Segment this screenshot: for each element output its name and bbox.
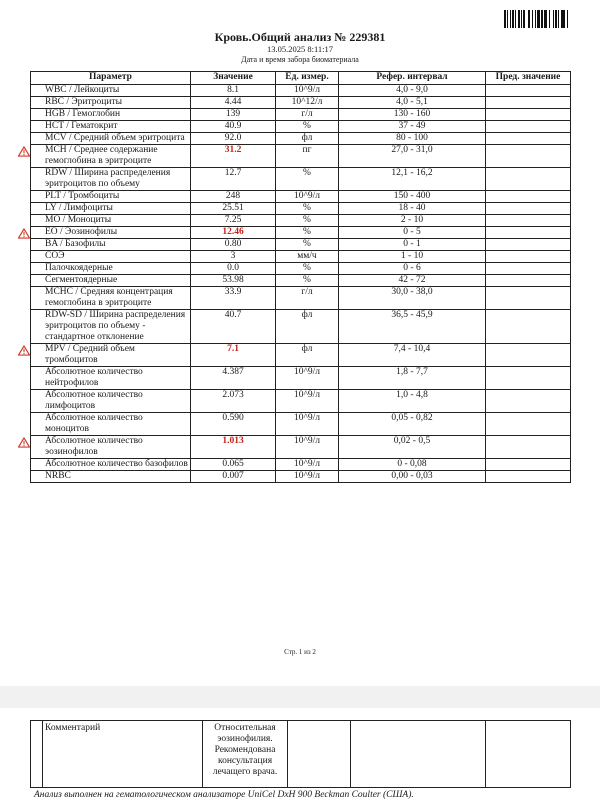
results-header-row <box>31 72 571 85</box>
result-parameter <box>31 145 191 168</box>
result-previous <box>486 85 571 97</box>
result-reference: 150 - 400 <box>339 191 486 203</box>
result-unit: фл <box>276 133 339 145</box>
result-previous <box>486 168 571 191</box>
result-reference: 4,0 - 5,1 <box>339 97 486 109</box>
result-value: 7.25 <box>191 215 276 227</box>
result-value: 12.46 <box>191 227 276 239</box>
comments-row <box>31 721 571 788</box>
result-reference: 27,0 - 31,0 <box>339 145 486 168</box>
result-parameter-text: MCH / Среднее содержание гемоглобина в эритроците <box>45 145 158 166</box>
sample-datetime: 13.05.2025 8:11:17 <box>266 44 334 54</box>
header-previous: Пред. значение <box>486 72 571 85</box>
result-previous <box>486 109 571 121</box>
result-value: 40.7 <box>191 310 276 344</box>
result-parameter: NRBC <box>31 471 191 483</box>
result-reference: 4,0 - 9,0 <box>339 85 486 97</box>
warning-triangle-icon <box>17 345 31 356</box>
result-row <box>31 203 571 215</box>
result-previous <box>486 251 571 263</box>
header-parameter: Параметр <box>31 72 191 85</box>
result-row <box>31 121 571 133</box>
result-parameter: RBC / Эритроциты <box>31 97 191 109</box>
result-parameter: BA / Базофилы <box>31 239 191 251</box>
result-unit: % <box>276 227 339 239</box>
result-unit: 10^9/л <box>276 459 339 471</box>
result-parameter: Абсолютное количество лимфоцитов <box>31 390 191 413</box>
header-value: Значение <box>191 72 276 85</box>
result-reference: 12,1 - 16,2 <box>339 168 486 191</box>
result-unit: фл <box>276 344 339 367</box>
result-value: 92.0 <box>191 133 276 145</box>
result-value: 4.44 <box>191 97 276 109</box>
result-row <box>31 263 571 275</box>
result-parameter: MO / Моноциты <box>31 215 191 227</box>
report-title: Кровь.Общий анализ № 229381 <box>214 30 386 44</box>
result-value: 0.80 <box>191 239 276 251</box>
comments-table <box>30 720 571 788</box>
result-reference: 1 - 10 <box>339 251 486 263</box>
result-reference: 1,0 - 4,8 <box>339 390 486 413</box>
result-value: 4.387 <box>191 367 276 390</box>
page-number: Стр. 1 из 2 <box>284 648 316 656</box>
result-previous <box>486 227 571 239</box>
sample-datetime-caption: Дата и время забора биоматериала <box>241 55 359 64</box>
result-unit: % <box>276 168 339 191</box>
result-row <box>31 109 571 121</box>
result-parameter <box>31 344 191 367</box>
result-row <box>31 471 571 483</box>
result-row <box>31 227 571 239</box>
result-previous <box>486 459 571 471</box>
result-unit: % <box>276 121 339 133</box>
result-unit: г/л <box>276 287 339 310</box>
result-row <box>31 145 571 168</box>
result-reference: 0,02 - 0,5 <box>339 436 486 459</box>
result-previous <box>486 275 571 287</box>
warning-triangle-icon <box>17 437 31 448</box>
result-parameter: MCHC / Средняя концентрация гемоглобина в эритроците <box>31 287 191 310</box>
result-reference: 0 - 5 <box>339 227 486 239</box>
result-row <box>31 275 571 287</box>
result-unit: % <box>276 203 339 215</box>
header-unit: Ед. измер. <box>276 72 339 85</box>
result-reference: 36,5 - 45,9 <box>339 310 486 344</box>
result-unit: 10^9/л <box>276 471 339 483</box>
result-previous <box>486 471 571 483</box>
result-row <box>31 239 571 251</box>
result-reference: 1,8 - 7,7 <box>339 367 486 390</box>
comments-empty-cell <box>288 721 351 788</box>
result-row <box>31 413 571 436</box>
result-previous <box>486 133 571 145</box>
result-value: 7.1 <box>191 344 276 367</box>
result-previous <box>486 263 571 275</box>
result-row <box>31 251 571 263</box>
header-reference: Рефер. интервал <box>339 72 486 85</box>
result-reference: 0 - 1 <box>339 239 486 251</box>
result-unit: % <box>276 239 339 251</box>
result-value: 0.065 <box>191 459 276 471</box>
results-table <box>30 71 571 483</box>
result-reference: 0,05 - 0,82 <box>339 413 486 436</box>
result-parameter: Сегментоядерные <box>31 275 191 287</box>
result-previous <box>486 239 571 251</box>
result-previous <box>486 121 571 133</box>
result-previous <box>486 97 571 109</box>
result-previous <box>486 310 571 344</box>
result-previous <box>486 390 571 413</box>
result-value: 3 <box>191 251 276 263</box>
comments-empty-cell <box>486 721 571 788</box>
result-unit: 10^9/л <box>276 390 339 413</box>
result-previous <box>486 191 571 203</box>
result-row <box>31 168 571 191</box>
result-row <box>31 459 571 471</box>
analyzer-footer-note: Анализ выполнен на гематологическом анализаторе UniCel DxH 900 Beckman Coulter (США). <box>34 790 414 800</box>
result-row <box>31 287 571 310</box>
result-unit: % <box>276 215 339 227</box>
result-row <box>31 97 571 109</box>
result-parameter: Абсолютное количество базофилов <box>31 459 191 471</box>
result-parameter: RDW / Ширина распределения эритроцитов по объему <box>31 168 191 191</box>
result-parameter <box>31 436 191 459</box>
result-parameter-text: Абсолютное количество эозинофилов <box>45 436 143 457</box>
result-value: 0.590 <box>191 413 276 436</box>
result-previous <box>486 367 571 390</box>
result-previous <box>486 203 571 215</box>
result-unit: 10^12/л <box>276 97 339 109</box>
result-parameter: MCV / Средний объем эритроцита <box>31 133 191 145</box>
result-parameter: СОЭ <box>31 251 191 263</box>
result-parameter-text: MPV / Средний объем тромбоцитов <box>45 344 135 365</box>
result-value: 139 <box>191 109 276 121</box>
result-parameter: Палочкоядерные <box>31 263 191 275</box>
result-row <box>31 133 571 145</box>
result-previous <box>486 413 571 436</box>
result-value: 8.1 <box>191 85 276 97</box>
result-row <box>31 436 571 459</box>
result-parameter-text: EO / Эозинофилы <box>45 227 118 237</box>
result-value: 53.98 <box>191 275 276 287</box>
result-parameter: LY / Лимфоциты <box>31 203 191 215</box>
result-parameter: HCT / Гематокрит <box>31 121 191 133</box>
result-value: 31.2 <box>191 145 276 168</box>
result-value: 0.007 <box>191 471 276 483</box>
result-row <box>31 390 571 413</box>
result-parameter: WBC / Лейкоциты <box>31 85 191 97</box>
result-reference: 0 - 6 <box>339 263 486 275</box>
result-reference: 42 - 72 <box>339 275 486 287</box>
result-reference: 0,00 - 0,03 <box>339 471 486 483</box>
result-unit: пг <box>276 145 339 168</box>
result-previous <box>486 344 571 367</box>
result-unit: г/л <box>276 109 339 121</box>
result-unit: 10^9/л <box>276 367 339 390</box>
result-parameter <box>31 227 191 239</box>
result-row <box>31 344 571 367</box>
comments-text: Относительная эозинофилия. Рекомендована консультация лечащего врача. <box>203 721 288 788</box>
result-row <box>31 191 571 203</box>
result-parameter: PLT / Тромбоциты <box>31 191 191 203</box>
comments-label: Комментарий <box>43 721 203 788</box>
result-row <box>31 215 571 227</box>
result-reference: 80 - 100 <box>339 133 486 145</box>
result-unit: мм/ч <box>276 251 339 263</box>
result-value: 1.013 <box>191 436 276 459</box>
result-row <box>31 85 571 97</box>
result-reference: 30,0 - 38,0 <box>339 287 486 310</box>
result-reference: 37 - 49 <box>339 121 486 133</box>
result-previous <box>486 145 571 168</box>
result-unit: 10^9/л <box>276 85 339 97</box>
result-parameter: Абсолютное количество нейтрофилов <box>31 367 191 390</box>
result-parameter: HGB / Гемоглобин <box>31 109 191 121</box>
result-value: 40.9 <box>191 121 276 133</box>
warning-triangle-icon <box>17 146 31 157</box>
page-gap <box>0 686 600 708</box>
result-value: 248 <box>191 191 276 203</box>
warning-triangle-icon <box>17 228 31 239</box>
result-value: 0.0 <box>191 263 276 275</box>
result-previous <box>486 215 571 227</box>
result-row <box>31 310 571 344</box>
result-value: 12.7 <box>191 168 276 191</box>
comments-empty-cell <box>31 721 43 788</box>
result-parameter: RDW-SD / Ширина распределения эритроцитов по объему - стандартное отклонение <box>31 310 191 344</box>
result-unit: 10^9/л <box>276 191 339 203</box>
result-reference: 2 - 10 <box>339 215 486 227</box>
result-unit: фл <box>276 310 339 344</box>
result-value: 33.9 <box>191 287 276 310</box>
result-parameter: Абсолютное количество моноцитов <box>31 413 191 436</box>
result-unit: % <box>276 263 339 275</box>
page-2 <box>0 708 600 804</box>
result-reference: 7,4 - 10,4 <box>339 344 486 367</box>
comments-empty-cell <box>351 721 486 788</box>
result-reference: 18 - 40 <box>339 203 486 215</box>
result-reference: 130 - 160 <box>339 109 486 121</box>
result-previous <box>486 436 571 459</box>
result-value: 25.51 <box>191 203 276 215</box>
result-unit: 10^9/л <box>276 436 339 459</box>
result-row <box>31 367 571 390</box>
barcode-icon <box>504 10 592 28</box>
result-reference: 0 - 0,08 <box>339 459 486 471</box>
result-unit: 10^9/л <box>276 413 339 436</box>
result-previous <box>486 287 571 310</box>
result-value: 2.073 <box>191 390 276 413</box>
result-unit: % <box>276 275 339 287</box>
